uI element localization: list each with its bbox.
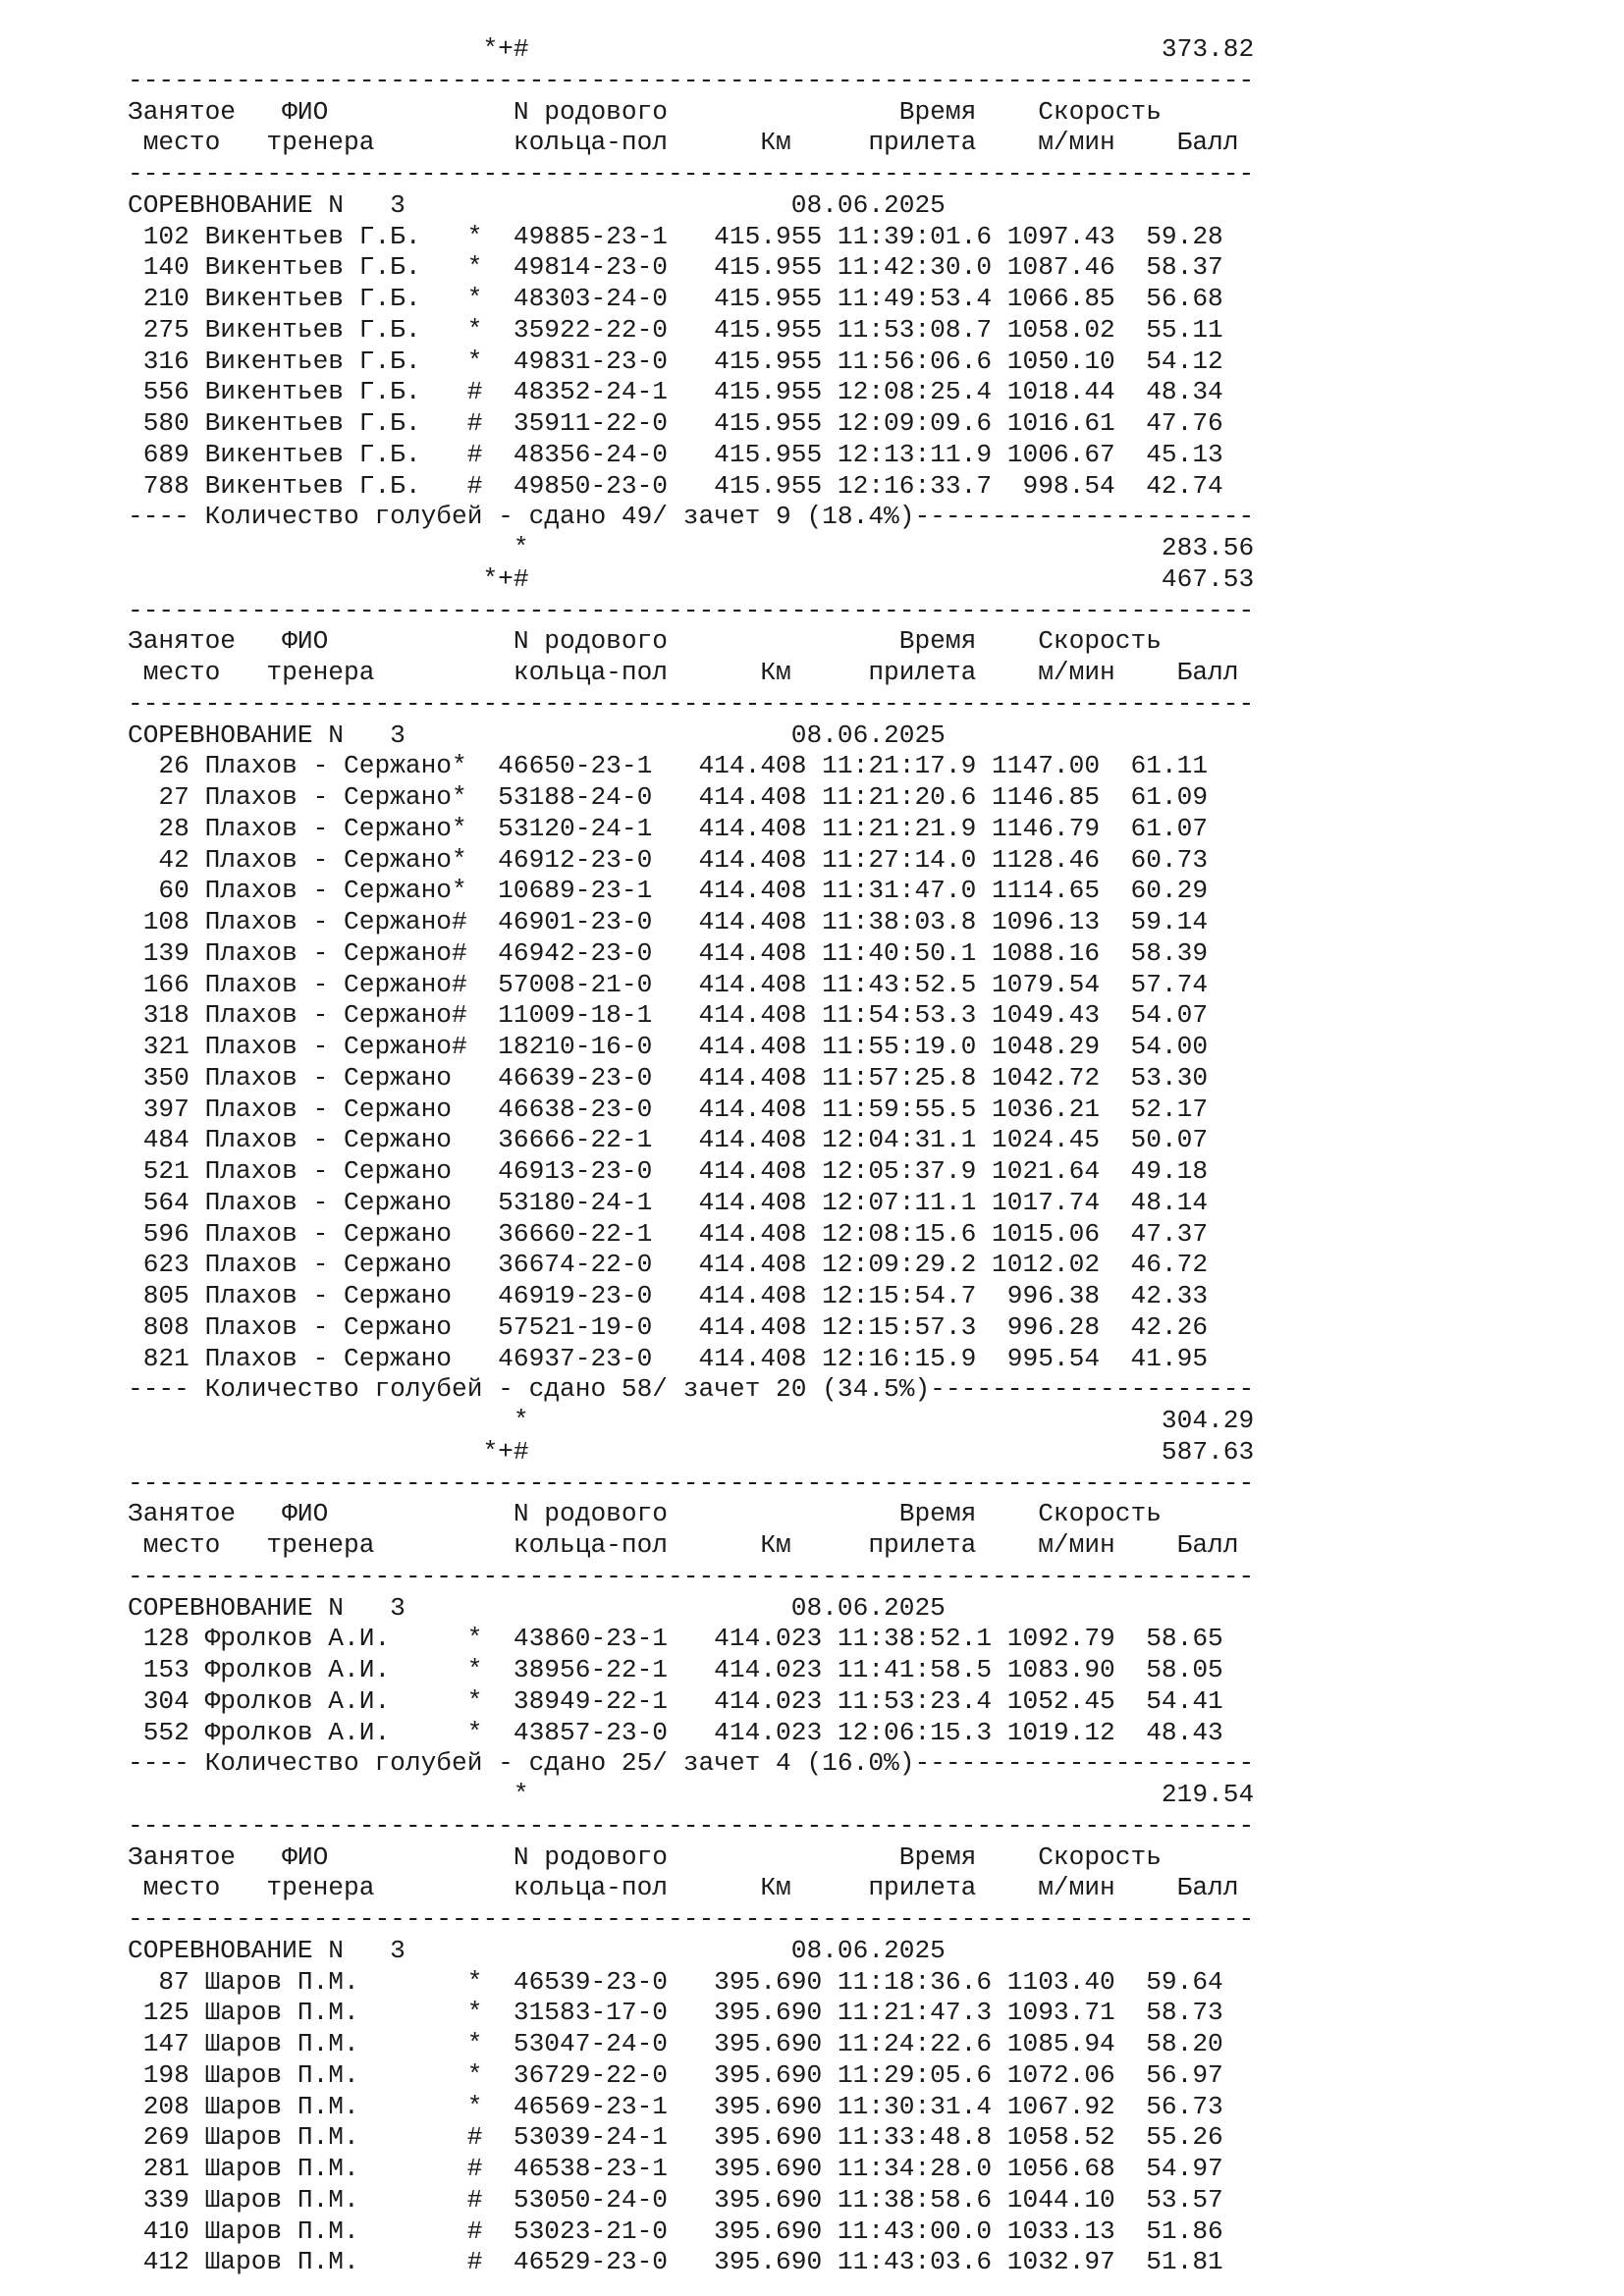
divider: ------------------------------------------------------------------------- [128, 688, 1255, 719]
header-row-1: Занятое ФИО N родового Время Скорость [128, 1499, 1162, 1529]
table-row: 153 Фролков А.И. * 38956-22-1 414.023 11:41:58.5 1083.90 58.05 [128, 1655, 1223, 1684]
top-total: *+# 373.82 [128, 34, 1255, 64]
table-row: 318 Плахов - Сержано# 11009-18-1 414.408 11:54:53.3 1049.43 54.07 [128, 1000, 1209, 1031]
header-row-2: место тренера кольца-пол Км прилета м/мин Балл [128, 1873, 1239, 1903]
table-row: 521 Плахов - Сержано 46913-23-0 414.408 12:05:37.9 1021.64 49.18 [128, 1156, 1209, 1186]
table-row: 108 Плахов - Сержано# 46901-23-0 414.408 11:38:03.8 1096.13 59.14 [128, 907, 1209, 936]
table-row: 564 Плахов - Сержано 53180-24-1 414.408 12:07:11.1 1017.74 48.14 [128, 1187, 1209, 1217]
table-row: 28 Плахов - Сержано* 53120-24-1 414.408 11:21:21.9 1146.79 61.07 [128, 813, 1209, 843]
summary-line: ---- Количество голубей - сдано 58/ зачет 20 (34.5%)--------------------- [128, 1374, 1255, 1405]
table-row: 275 Викентьев Г.Б. * 35922-22-0 415.955 11:53:08.7 1058.02 55.11 [128, 314, 1223, 345]
header-row-1: Занятое ФИО N родового Время Скорость [128, 96, 1162, 127]
divider: ------------------------------------------------------------------------- [128, 1561, 1255, 1591]
competition-title: СОРЕВНОВАНИЕ N 3 08.06.2025 [128, 720, 946, 750]
competition-title: СОРЕВНОВАНИЕ N 3 08.06.2025 [128, 1592, 946, 1623]
header-row-1: Занятое ФИО N родового Время Скорость [128, 626, 1162, 657]
table-row: 552 Фролков А.И. * 43857-23-0 414.023 12:06:15.3 1019.12 48.43 [128, 1717, 1223, 1747]
divider: ------------------------------------------------------------------------- [128, 65, 1255, 95]
section-total: * 304.29 [128, 1406, 1255, 1435]
section-total: * 283.56 [128, 533, 1255, 562]
section-total: *+# 467.53 [128, 563, 1255, 594]
summary-line: ---- Количество голубей - сдано 25/ зачет 4 (16.0%)---------------------- [128, 1748, 1255, 1779]
section-total: * 219.54 [128, 1780, 1255, 1809]
table-row: 140 Викентьев Г.Б. * 49814-23-0 415.955 11:42:30.0 1087.46 58.37 [128, 252, 1223, 283]
summary-line: ---- Количество голубей - сдано 49/ зачет 9 (18.4%)---------------------- [128, 502, 1255, 532]
table-row: 321 Плахов - Сержано# 18210-16-0 414.408 11:55:19.0 1048.29 54.00 [128, 1032, 1209, 1061]
table-row: 339 Шаров П.М. # 53050-24-0 395.690 11:38:58.6 1044.10 53.57 [128, 2184, 1223, 2215]
table-row: 484 Плахов - Сержано 36666-22-1 414.408 12:04:31.1 1024.45 50.07 [128, 1125, 1209, 1155]
header-row-1: Занятое ФИО N родового Время Скорость [128, 1842, 1162, 1872]
table-row: 210 Викентьев Г.Б. * 48303-24-0 415.955 11:49:53.4 1066.85 56.68 [128, 284, 1223, 313]
table-row: 580 Викентьев Г.Б. # 35911-22-0 415.955 12:09:09.6 1016.61 47.76 [128, 408, 1223, 438]
header-row-2: место тренера кольца-пол Км прилета м/мин Балл [128, 128, 1239, 158]
table-row: 281 Шаров П.М. # 46538-23-1 395.690 11:34:28.0 1056.68 54.97 [128, 2154, 1223, 2183]
section-total: *+# 587.63 [128, 1436, 1255, 1467]
table-row: 269 Шаров П.М. # 53039-24-1 395.690 11:33:48.8 1058.52 55.26 [128, 2122, 1223, 2153]
table-row: 623 Плахов - Сержано 36674-22-0 414.408 12:09:29.2 1012.02 46.72 [128, 1250, 1209, 1280]
table-row: 808 Плахов - Сержано 57521-19-0 414.408 12:15:57.3 996.28 42.26 [128, 1311, 1209, 1342]
results-report [128, 34, 1254, 2278]
divider: ------------------------------------------------------------------------- [128, 1810, 1255, 1841]
table-row: 102 Викентьев Г.Б. * 49885-23-1 415.955 11:39:01.6 1097.43 59.28 [128, 221, 1223, 251]
competition-title: СОРЕВНОВАНИЕ N 3 08.06.2025 [128, 189, 946, 220]
table-row: 596 Плахов - Сержано 36660-22-1 414.408 12:08:15.6 1015.06 47.37 [128, 1218, 1209, 1249]
table-row: 805 Плахов - Сержано 46919-23-0 414.408 12:15:54.7 996.38 42.33 [128, 1281, 1209, 1310]
table-row: 412 Шаров П.М. # 46529-23-0 395.690 11:43:03.6 1032.97 51.81 [128, 2247, 1223, 2277]
divider: ------------------------------------------------------------------------- [128, 1904, 1255, 1934]
divider: ------------------------------------------------------------------------- [128, 1468, 1255, 1498]
table-row: 27 Плахов - Сержано* 53188-24-0 414.408 11:21:20.6 1146.85 61.09 [128, 782, 1209, 812]
table-row: 316 Викентьев Г.Б. * 49831-23-0 415.955 11:56:06.6 1050.10 54.12 [128, 346, 1223, 376]
divider: ------------------------------------------------------------------------- [128, 159, 1255, 188]
table-row: 147 Шаров П.М. * 53047-24-0 395.690 11:24:22.6 1085.94 58.20 [128, 2029, 1223, 2058]
header-row-2: место тренера кольца-пол Км прилета м/мин Балл [128, 1530, 1239, 1560]
table-row: 208 Шаров П.М. * 46569-23-1 395.690 11:30:31.4 1067.92 56.73 [128, 2091, 1223, 2121]
table-row: 128 Фролков А.И. * 43860-23-1 414.023 11:38:52.1 1092.79 58.65 [128, 1624, 1223, 1654]
table-row: 60 Плахов - Сержано* 10689-23-1 414.408 11:31:47.0 1114.65 60.29 [128, 876, 1209, 906]
table-row: 788 Викентьев Г.Б. # 49850-23-0 415.955 12:16:33.7 998.54 42.74 [128, 470, 1223, 501]
table-row: 350 Плахов - Сержано 46639-23-0 414.408 11:57:25.8 1042.72 53.30 [128, 1062, 1209, 1093]
table-row: 166 Плахов - Сержано# 57008-21-0 414.408 11:43:52.5 1079.54 57.74 [128, 969, 1209, 999]
table-row: 397 Плахов - Сержано 46638-23-0 414.408 11:59:55.5 1036.21 52.17 [128, 1094, 1209, 1124]
divider: ------------------------------------------------------------------------- [128, 595, 1255, 625]
table-row: 556 Викентьев Г.Б. # 48352-24-1 415.955 12:08:25.4 1018.44 48.34 [128, 377, 1223, 407]
table-row: 304 Фролков А.И. * 38949-22-1 414.023 11:53:23.4 1052.45 54.41 [128, 1685, 1223, 1716]
table-row: 87 Шаров П.М. * 46539-23-0 395.690 11:18:36.6 1103.40 59.64 [128, 1966, 1223, 1997]
table-row: 42 Плахов - Сержано* 46912-23-0 414.408 11:27:14.0 1128.46 60.73 [128, 844, 1209, 875]
competition-title: СОРЕВНОВАНИЕ N 3 08.06.2025 [128, 1935, 946, 1965]
table-row: 139 Плахов - Сержано# 46942-23-0 414.408 11:40:50.1 1088.16 58.39 [128, 937, 1209, 968]
table-row: 26 Плахов - Сержано* 46650-23-1 414.408 11:21:17.9 1147.00 61.11 [128, 751, 1209, 781]
table-row: 198 Шаров П.М. * 36729-22-0 395.690 11:29:05.6 1072.06 56.97 [128, 2059, 1223, 2090]
table-row: 821 Плахов - Сержано 46937-23-0 414.408 12:16:15.9 995.54 41.95 [128, 1343, 1209, 1373]
header-row-2: место тренера кольца-пол Км прилета м/мин Балл [128, 658, 1239, 687]
table-row: 410 Шаров П.М. # 53023-21-0 395.690 11:43:00.0 1033.13 51.86 [128, 2216, 1223, 2246]
table-row: 125 Шаров П.М. * 31583-17-0 395.690 11:21:47.3 1093.71 58.73 [128, 1998, 1223, 2028]
table-row: 689 Викентьев Г.Б. # 48356-24-0 415.955 12:13:11.9 1006.67 45.13 [128, 439, 1223, 469]
